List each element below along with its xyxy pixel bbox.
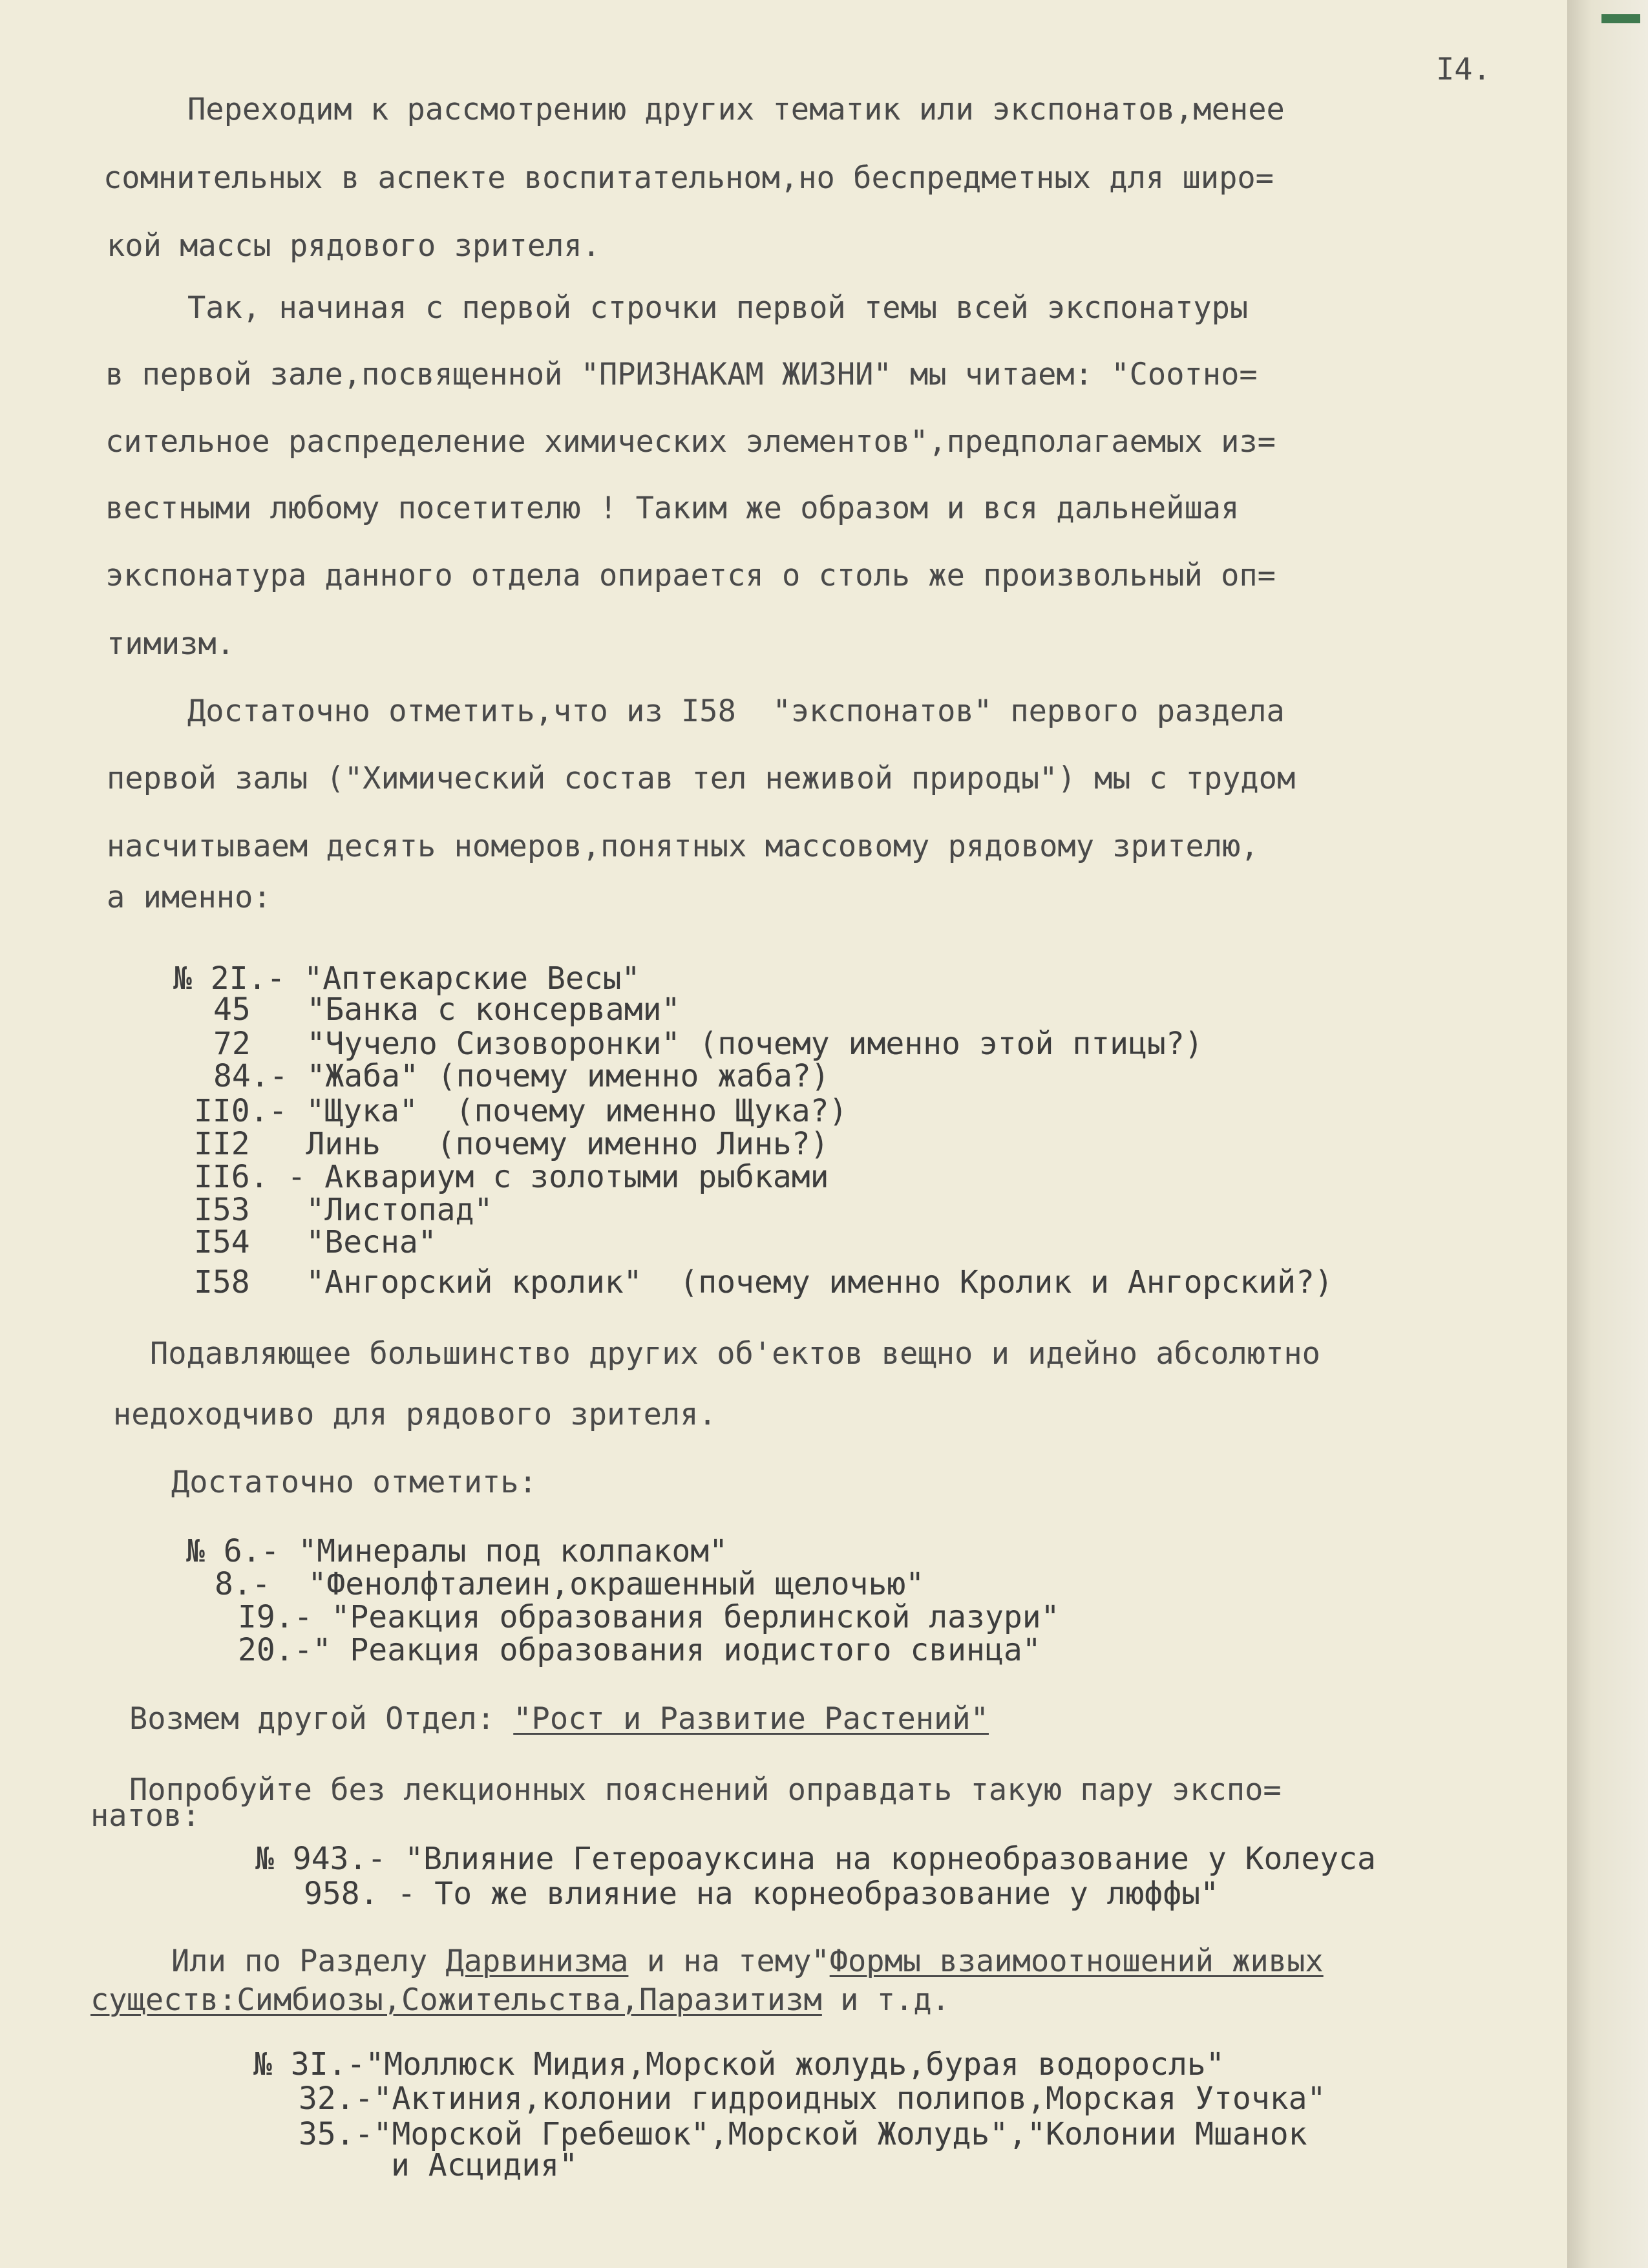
paragraph-line [90, 1982, 950, 2018]
underlined-text: существ:Симбиозы,Сожительства,Паразитизм [90, 1982, 822, 2018]
underlined-text: "Рост и Развитие Растений" [513, 1701, 989, 1737]
paragraph-line: первой залы ("Химический состав тел неживой природы") мы с трудом [107, 761, 1296, 796]
paragraph-line: насчитываем десять номеров,понятных массовому рядовому зрителю, [107, 829, 1259, 864]
list-item: 32.-"Актиния,колонии гидроидных полипов,Морская Уточка" [299, 2081, 1326, 2117]
list-item: 72 "Чучело Сизоворонки" (почему именно этой птицы?) [213, 1026, 1203, 1062]
paragraph-line: Достаточно отметить,что из I58 "экспонатов" первого раздела [187, 694, 1285, 729]
paragraph-text: и на тему" [628, 1944, 830, 1979]
paragraph-line: натов: [90, 1798, 200, 1834]
list-item: I9.- "Реакция образования берлинской лазури" [238, 1599, 1060, 1635]
list-item: I54 "Весна" [194, 1224, 437, 1260]
list-item: 958. - То же влияние на корнеобразование у люффы" [304, 1876, 1220, 1912]
paragraph-line [129, 1701, 989, 1737]
paragraph-line: Достаточно отметить: [171, 1465, 537, 1500]
paragraph-line: кой массы рядового зрителя. [107, 228, 601, 264]
paragraph-line: Попробуйте без лекционных пояснений оправдать такую пару экспо= [129, 1772, 1282, 1808]
list-item: 84.- "Жаба" (почему именно жаба?) [213, 1058, 830, 1094]
list-item: 20.-" Реакция образования иодистого свинца" [238, 1632, 1041, 1668]
list-item: и Асцидия" [391, 2147, 578, 2183]
paragraph-line: а именно: [107, 880, 271, 915]
paragraph-text: и т.д. [821, 1982, 950, 2018]
paragraph-line: в первой зале,посвященной "ПРИЗНАКАМ ЖИЗНИ" мы читаем: "Соотно= [105, 357, 1258, 392]
list-item: II2 Линь (почему именно Линь?) [194, 1126, 829, 1162]
paragraph-line: Так, начиная с первой строчки первой темы всей экспонатуры [187, 290, 1249, 326]
paragraph-line: сомнительных в аспекте воспитательном,но беспредметных для широ= [103, 160, 1274, 196]
paragraph-line: экспонатура данного отдела опирается о столь же произвольный оп= [105, 558, 1276, 593]
paragraph-line: сительное распределение химических элементов",предполагаемых из= [105, 424, 1276, 460]
underlined-text: Дарвинизма [445, 1944, 629, 1979]
list-item: II6. - Аквариум с золотыми рыбками [194, 1159, 829, 1195]
paragraph-line: вестными любому посетителю ! Таким же образом и вся дальнейшая [105, 491, 1240, 526]
paragraph-text: Возмем другой Отдел: [129, 1701, 514, 1737]
paragraph-line: недоходчиво для рядового зрителя. [113, 1397, 717, 1432]
list-item: 35.-"Морской Гребешок",Морской Жолудь","Колонии Мшанок [299, 2116, 1307, 2152]
list-item: № 943.- "Влияние Гетероауксина на корнеобразование у Колеуса [255, 1841, 1376, 1877]
list-item: 45 "Банка с консервами" [213, 991, 681, 1028]
edge-mark [1601, 14, 1640, 23]
paragraph-line: тимизм. [107, 626, 235, 662]
list-item: № 6.- "Минералы под колпаком" [186, 1533, 728, 1569]
paragraph-line: Переходим к рассмотрению других тематик или экспонатов,менее [187, 92, 1285, 127]
list-item: I53 "Листопад" [194, 1192, 493, 1228]
list-item: I58 "Ангорский кролик" (почему именно Кролик и Ангорский?) [194, 1264, 1333, 1300]
underlined-text: Формы взаимоотношений живых [829, 1944, 1324, 1979]
page-edge [1567, 0, 1648, 2268]
paragraph-line [171, 1946, 1324, 1977]
paragraph-line: Подавляющее большинство других об'ектов вещно и идейно абсолютно [150, 1336, 1320, 1372]
list-item: № 2I.- "Аптекарские Весы" [173, 960, 640, 997]
page-number: I4. [1436, 52, 1491, 87]
list-item: 8.- "Фенолфталеин,окрашенный щелочью" [215, 1566, 925, 1602]
list-item: № 3I.-"Моллюск Мидия,Морской жолудь,бурая водоросль" [253, 2046, 1225, 2083]
list-item: II0.- "Щука" (почему именно Щука?) [194, 1093, 848, 1129]
paragraph-text: Или по Разделу [171, 1944, 446, 1979]
